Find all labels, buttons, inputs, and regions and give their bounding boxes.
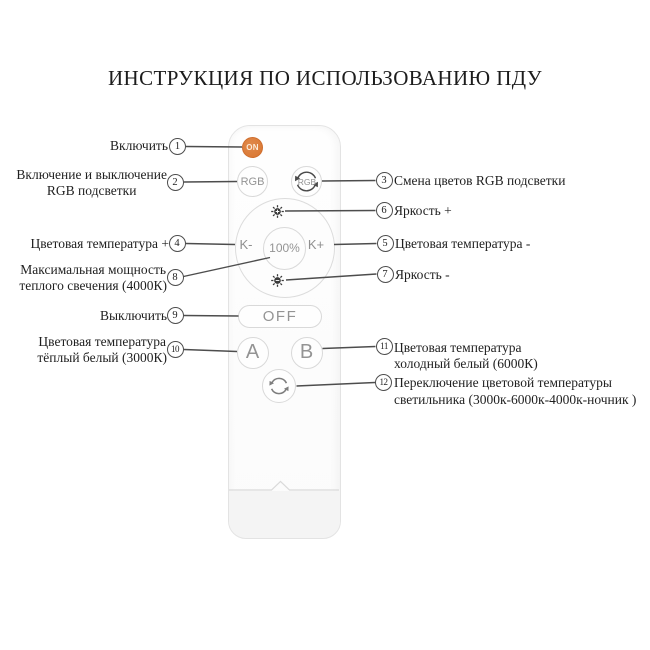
callout-bubble-7: 7 bbox=[377, 266, 394, 283]
rgb-button: RGB bbox=[237, 166, 268, 197]
callout-label-12: Переключение цветовой температуры светильника (3000к-6000к-4000к-ночник ) bbox=[394, 375, 637, 407]
callout-label-8: Максимальная мощность теплого свечения (4000К) bbox=[19, 261, 167, 293]
brightness-up-icon bbox=[270, 204, 285, 219]
k-minus-button: K- bbox=[239, 237, 253, 252]
rgb-cycle-button bbox=[291, 166, 322, 197]
callout-bubble-11: 11 bbox=[376, 338, 393, 355]
off-button: OFF bbox=[238, 305, 322, 329]
callout-label-3: Смена цветов RGB подсветки bbox=[394, 172, 566, 188]
callout-bubble-12: 12 bbox=[375, 374, 392, 391]
callout-label-10: Цветовая температура тёплый белый (3000К) bbox=[37, 333, 167, 365]
battery-cover bbox=[229, 491, 340, 538]
cycle-arrows-icon bbox=[267, 374, 291, 398]
page-title: ИНСТРУКЦИЯ ПО ИСПОЛЬЗОВАНИЮ ПДУ bbox=[107, 66, 543, 90]
callout-bubble-3: 3 bbox=[376, 172, 393, 189]
callout-label-6: Яркость + bbox=[394, 202, 452, 218]
brightness-down-icon bbox=[270, 273, 285, 288]
k-plus-button: K+ bbox=[307, 237, 325, 252]
callout-label-1: Включить bbox=[110, 138, 168, 153]
callout-bubble-9: 9 bbox=[167, 307, 184, 324]
b-button: B bbox=[291, 337, 323, 369]
on-button: ON bbox=[242, 137, 263, 158]
a-button: A bbox=[237, 337, 269, 369]
callout-bubble-2: 2 bbox=[167, 174, 184, 191]
temperature-cycle-button bbox=[262, 369, 296, 403]
callout-bubble-6: 6 bbox=[376, 202, 393, 219]
callout-bubble-8: 8 bbox=[167, 269, 184, 286]
callout-label-9: Выключить bbox=[99, 307, 167, 323]
callout-label-4: Цветовая температура + bbox=[30, 235, 169, 251]
center-100-percent-button: 100% bbox=[263, 227, 306, 270]
callout-label-7: Яркость - bbox=[395, 266, 450, 282]
callout-bubble-4: 4 bbox=[169, 235, 186, 252]
callout-bubble-1: 1 bbox=[169, 138, 186, 155]
callout-label-5: Цветовая температура - bbox=[395, 235, 531, 251]
callout-bubble-10: 10 bbox=[167, 341, 184, 358]
callout-label-2: Включение и выключение RGB подсветки bbox=[16, 166, 167, 198]
callout-label-11: Цветовая температура холодный белый (6000К) bbox=[394, 339, 538, 371]
callout-bubble-5: 5 bbox=[377, 235, 394, 252]
rgb-cycle-button-label: RGB bbox=[297, 176, 317, 187]
